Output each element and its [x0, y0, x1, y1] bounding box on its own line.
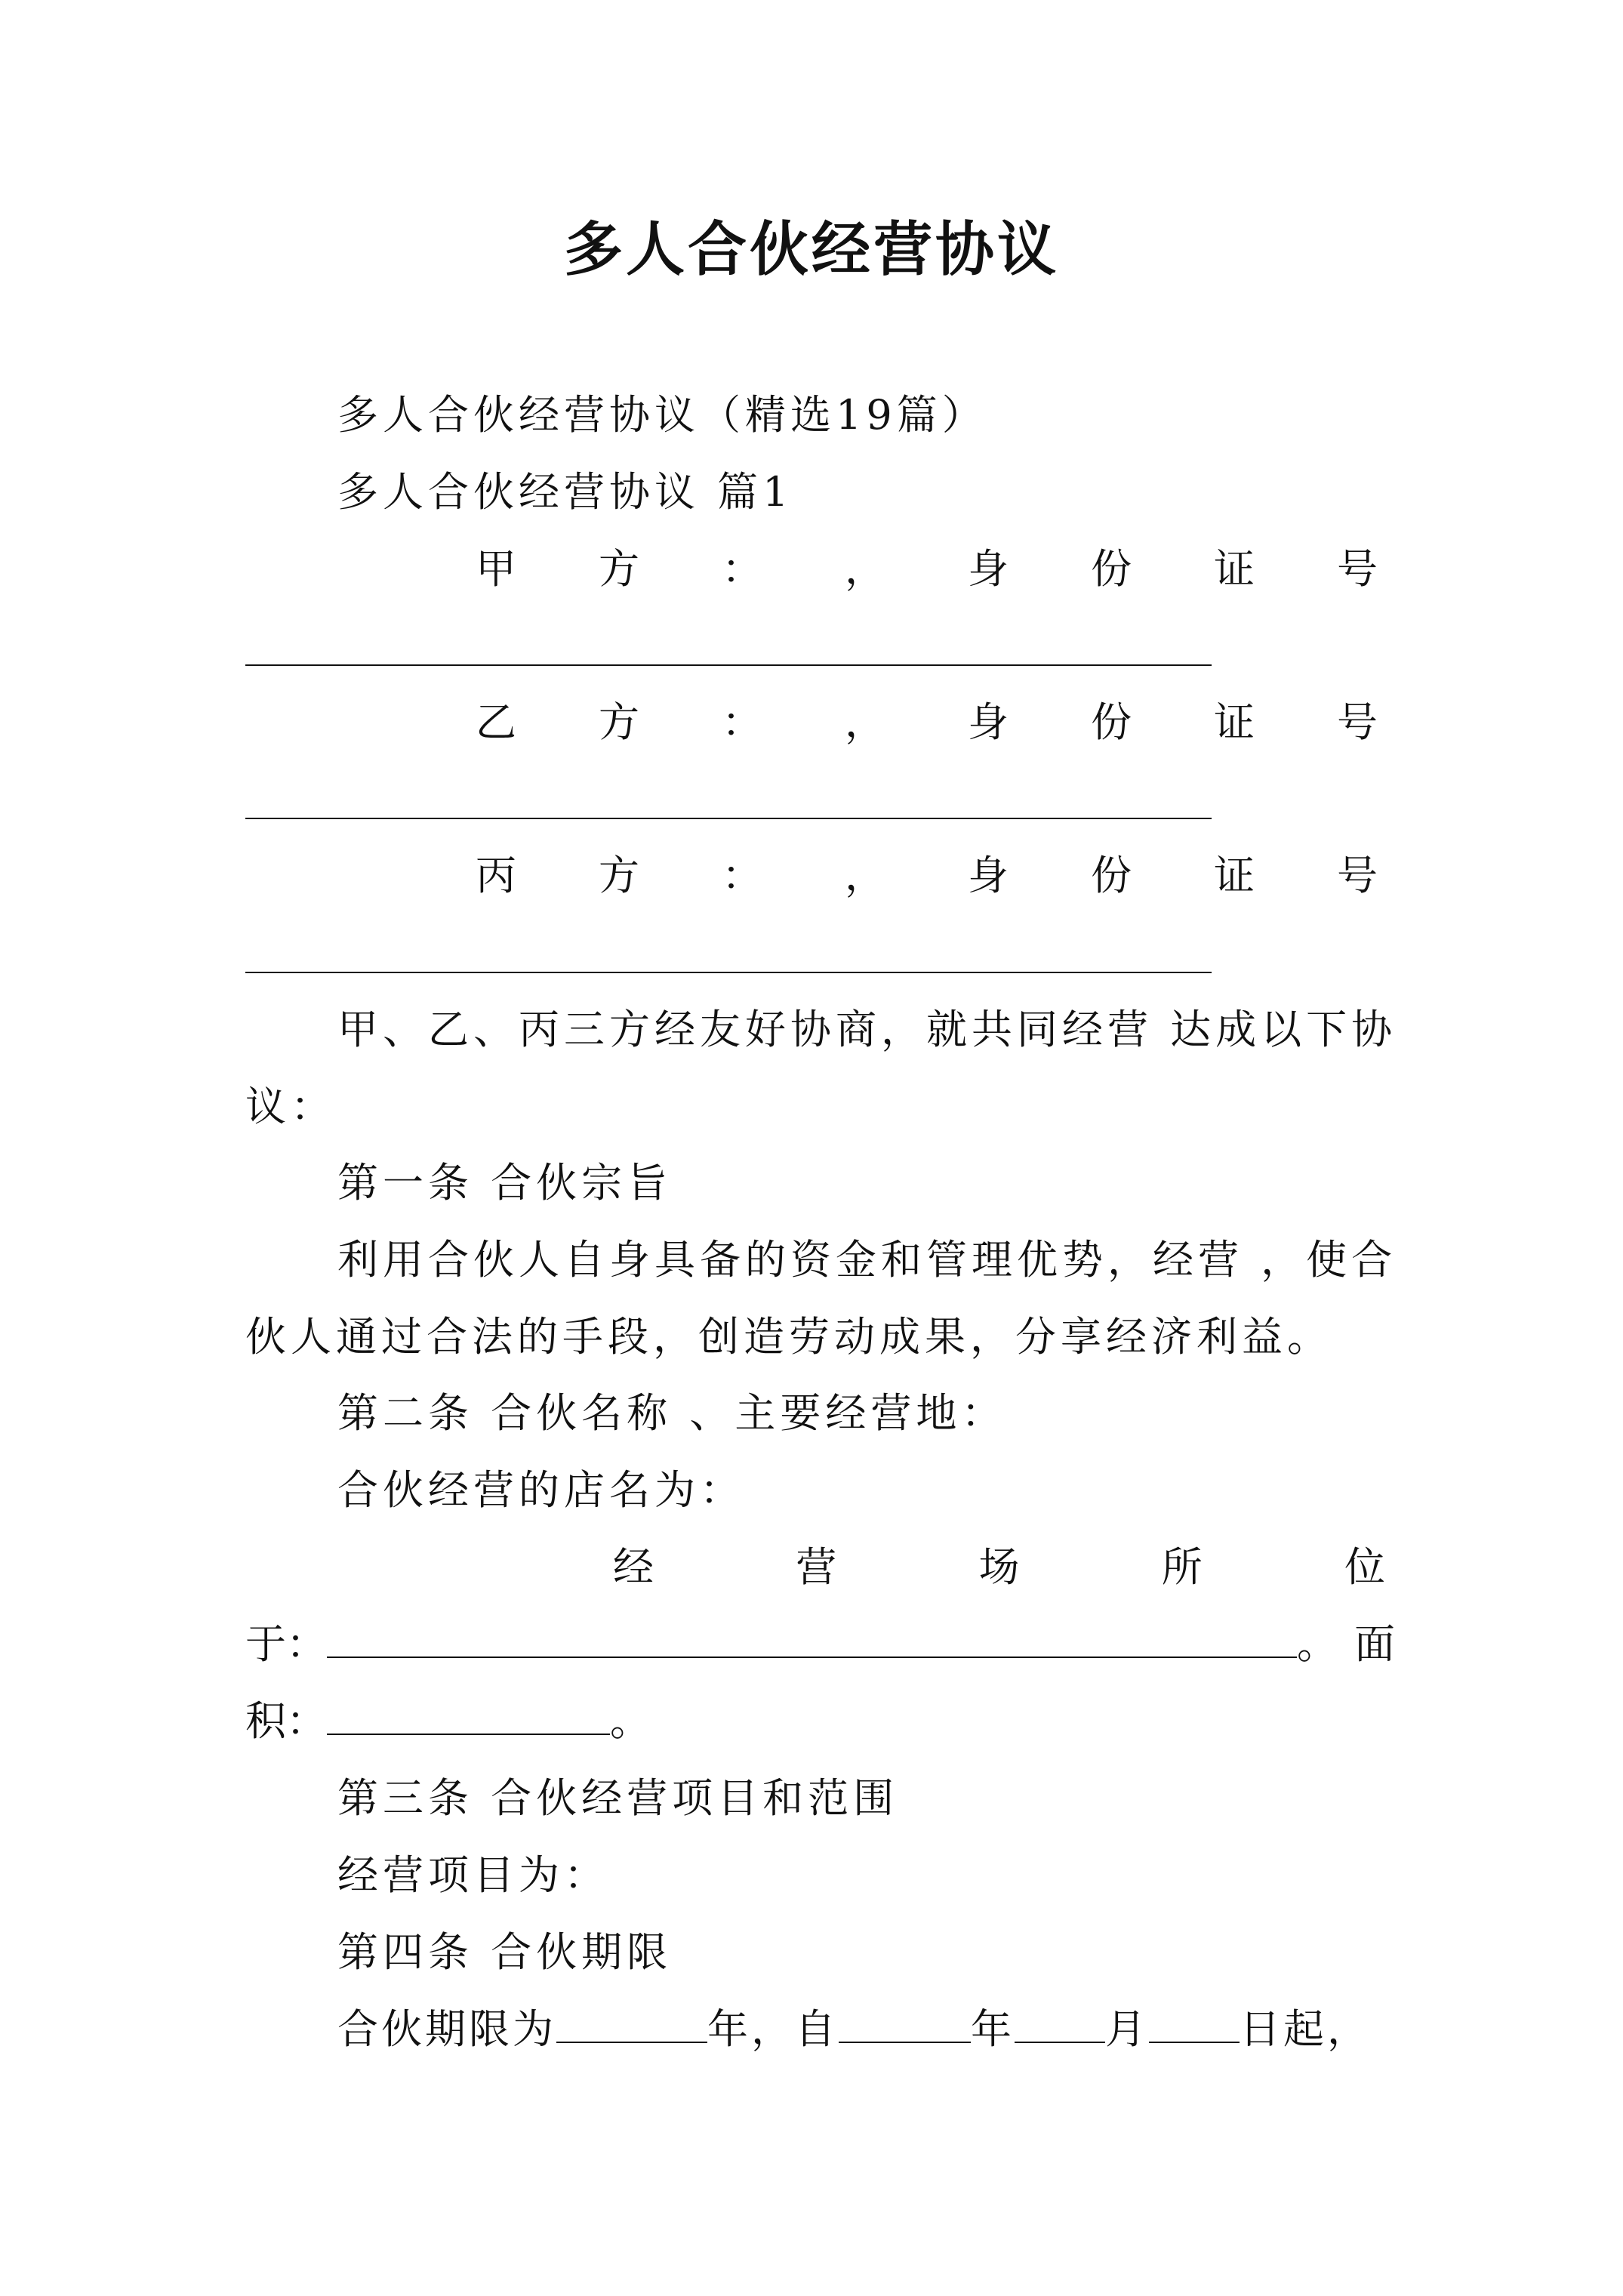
term-text-4: 月 — [1105, 2005, 1149, 2053]
party-char: 份 — [1091, 698, 1132, 746]
place-char: 经 — [613, 1543, 654, 1591]
party-char: 身 — [968, 852, 1009, 899]
party-char: 方 — [599, 852, 639, 899]
article-3-title: 第三条 合伙经营项目和范围 — [337, 1774, 899, 1822]
article-2-place-address — [245, 1620, 1412, 1669]
party-char: 丙 — [476, 852, 516, 899]
article-1-title: 第一条 合伙宗旨 — [337, 1159, 673, 1207]
place-suffix: 。面 — [1297, 1620, 1412, 1668]
subtitle: 多人合伙经营协议（精选19篇） — [337, 391, 987, 439]
party-char: 份 — [1091, 545, 1132, 593]
party-c-line — [476, 852, 1378, 900]
party-char: ： — [722, 852, 762, 899]
party-char: 身 — [968, 698, 1009, 746]
party-char: 乙 — [476, 698, 516, 746]
party-a-line — [476, 545, 1378, 593]
place-char: 场 — [978, 1543, 1020, 1591]
party-char: 证 — [1214, 852, 1255, 899]
party-char: 号 — [1337, 698, 1378, 746]
address-blank — [327, 1620, 1297, 1658]
intro-paragraph-line1: 甲、乙、丙三方经友好协商，就共同经营 达成以下协 — [337, 1006, 1397, 1053]
party-char: ： — [722, 545, 762, 593]
place-prefix: 于： — [245, 1620, 327, 1668]
party-char: 身 — [968, 545, 1009, 593]
article-2-place-line — [613, 1543, 1385, 1592]
article-1-text-line2: 伙人通过合法的手段，创造劳动成果，分享经济利益。 — [245, 1313, 1332, 1361]
party-char: 证 — [1214, 698, 1255, 746]
term-text-1: 合伙期限为 — [337, 2005, 556, 2053]
article-2-title: 第二条 合伙名称 、主要经营地： — [337, 1389, 1007, 1437]
party-c-id-blank — [245, 972, 1212, 973]
party-char: ， — [845, 698, 885, 746]
party-char: 方 — [599, 545, 639, 593]
party-b-line — [476, 698, 1378, 747]
start-year-blank — [839, 2005, 971, 2043]
party-char: ： — [722, 698, 762, 746]
start-day-blank — [1149, 2005, 1240, 2043]
party-char: 份 — [1091, 852, 1132, 899]
article-2-shop-name: 合伙经营的店名为： — [337, 1466, 745, 1514]
party-char: 甲 — [476, 545, 516, 593]
party-char: 方 — [599, 698, 639, 746]
area-suffix: 。 — [610, 1697, 651, 1745]
start-month-blank — [1015, 2005, 1105, 2043]
place-char: 位 — [1344, 1543, 1385, 1591]
party-b-id-blank — [245, 818, 1212, 819]
party-char: 号 — [1337, 852, 1378, 899]
party-char: 证 — [1214, 545, 1255, 593]
term-text-5: 日起， — [1240, 2005, 1371, 2053]
party-char: ， — [845, 545, 885, 593]
party-a-id-blank — [245, 664, 1212, 666]
area-prefix: 积： — [245, 1697, 327, 1745]
article-2-area — [245, 1697, 651, 1746]
term-years-blank — [556, 2005, 707, 2043]
party-char: ， — [845, 852, 885, 899]
article-3-items: 经营项目为： — [337, 1851, 609, 1899]
article-1-text-line1: 利用合伙人自身具备的资金和管理优势，经营 ，使合 — [337, 1236, 1397, 1284]
place-char: 所 — [1161, 1543, 1203, 1591]
term-text-2: 年，自 — [707, 2005, 839, 2053]
place-char: 营 — [796, 1543, 837, 1591]
article-4-title: 第四条 合伙期限 — [337, 1928, 673, 1976]
section-heading: 多人合伙经营协议 篇1 — [337, 468, 793, 516]
intro-paragraph-line2: 议： — [245, 1083, 336, 1130]
document-title: 多人合伙经营协议 — [563, 215, 1059, 284]
term-text-3: 年 — [971, 2005, 1015, 2053]
area-blank — [327, 1697, 610, 1735]
party-char: 号 — [1337, 545, 1378, 593]
article-4-term-line — [337, 2005, 1371, 2054]
